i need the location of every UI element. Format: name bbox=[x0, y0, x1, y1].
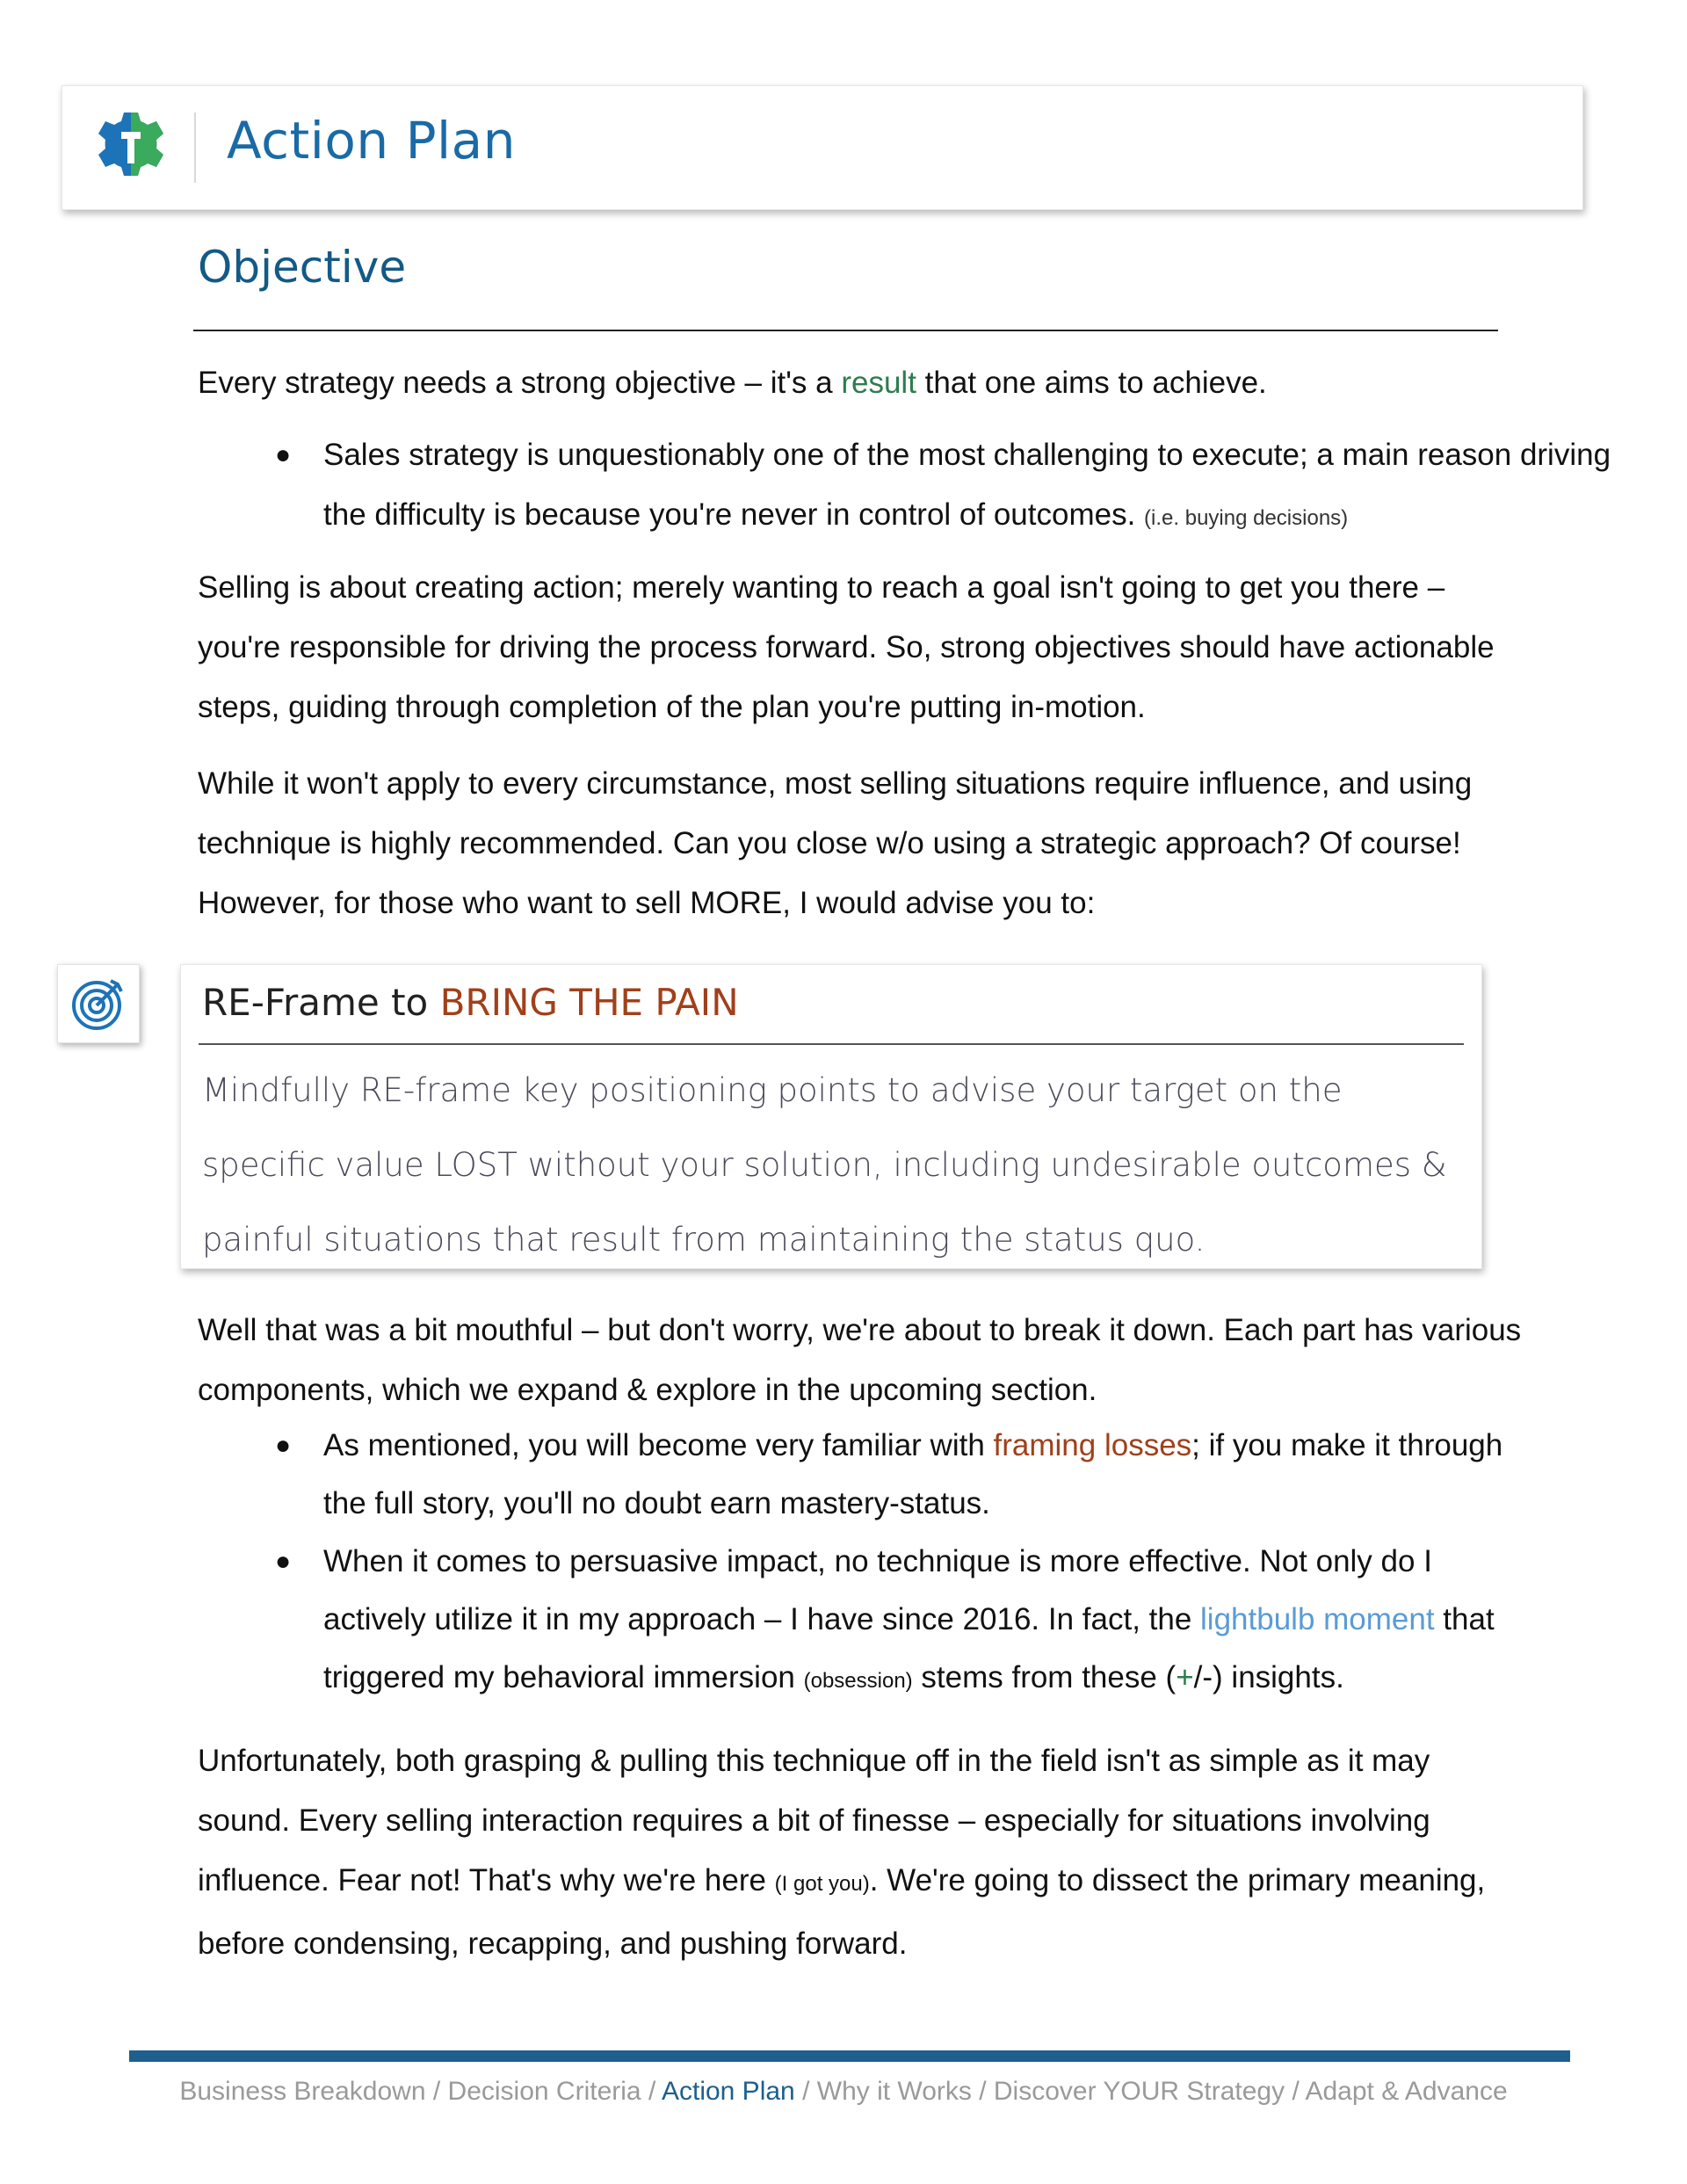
footer-link-action-plan[interactable]: Action Plan bbox=[661, 2077, 795, 2106]
footer-bar bbox=[129, 2050, 1570, 2062]
callout-title-prefix: RE-Frame to bbox=[202, 981, 440, 1024]
footer-separator: / bbox=[425, 2077, 448, 2106]
page-title: Action Plan bbox=[227, 111, 516, 171]
footer-breadcrumb bbox=[0, 2077, 1687, 2107]
callout-title-highlight: BRING THE PAIN bbox=[439, 981, 739, 1024]
bullet3-small-note: (obsession) bbox=[803, 1669, 913, 1693]
lightbulb-moment-link[interactable]: lightbulb moment bbox=[1200, 1602, 1435, 1636]
paragraph-5 bbox=[198, 1731, 1524, 1974]
footer-link-business-breakdown[interactable]: Business Breakdown bbox=[179, 2077, 426, 2106]
callout-box bbox=[180, 964, 1482, 1269]
footer-separator: / bbox=[794, 2077, 817, 2106]
callout-line-3: painful situations that result from maintaining the status quo. bbox=[202, 1221, 1206, 1259]
bullet-dot: ● bbox=[275, 1431, 292, 1460]
footer-separator: / bbox=[1285, 2077, 1306, 2106]
bullet3-text-1: When it comes to persuasive impact, no technique is more effective. Not only do I actively utilize it in my approach – I have since 2016. In fact, the bbox=[323, 1544, 1432, 1636]
footer-separator: / bbox=[641, 2077, 662, 2106]
para5-small-note: (I got you) bbox=[774, 1872, 870, 1896]
paragraph-4: Well that was a bit mouthful – but don't worry, we're about to break it down. Each part has various components, which we expand & explore in the upcoming section. bbox=[198, 1313, 1522, 1407]
footer-link-why-it-works[interactable]: Why it Works bbox=[816, 2077, 972, 2106]
callout-title bbox=[202, 981, 739, 1024]
bullet3-text-4: /-) insights. bbox=[1193, 1660, 1344, 1694]
callout-body bbox=[202, 1053, 1467, 1277]
callout-divider bbox=[199, 1043, 1464, 1045]
paragraph-2: Selling is about creating action; merely wanting to reach a goal isn't going to get you there – you're responsible for driving the process forward. So, strong objectives should have actionable steps, guiding through completion of the plan you're putting in-motion. bbox=[198, 570, 1495, 724]
section-heading: Objective bbox=[198, 242, 407, 293]
page-header bbox=[62, 85, 1583, 210]
bullet2-text-before: As mentioned, you will become very familiar with bbox=[323, 1428, 994, 1462]
gear-logo-icon bbox=[89, 105, 173, 190]
footer-link-discover-strategy[interactable]: Discover YOUR Strategy bbox=[993, 2077, 1285, 2106]
intro-text-after: that one aims to achieve. bbox=[916, 366, 1267, 400]
para5-text-1: Unfortunately, both grasping & pulling this technique off in the field isn't as simple as it may sound. Every selling interaction requires a bit of finesse – especially for situations involving influence. Fear not! That's why we're here bbox=[198, 1744, 1430, 1897]
footer-separator: / bbox=[971, 2077, 994, 2106]
bullet1-note: (i.e. buying decisions) bbox=[1144, 506, 1349, 530]
section-divider bbox=[193, 330, 1498, 331]
result-highlight: result bbox=[841, 366, 916, 400]
framing-losses-highlight: framing losses bbox=[993, 1428, 1192, 1462]
para5-text-2: . We're going to dissect the primary meaning, before condensing, recapping, and pushing forward. bbox=[198, 1863, 1486, 1961]
bullet3-text-3: stems from these ( bbox=[912, 1660, 1177, 1694]
target-icon bbox=[70, 976, 127, 1032]
bullet-list-1 bbox=[198, 425, 1647, 548]
intro-text-before: Every strategy needs a strong objective – it's a bbox=[198, 366, 842, 400]
footer-link-adapt-advance[interactable]: Adapt & Advance bbox=[1305, 2077, 1508, 2106]
callout-line-2: specific value LOST without your solution, including undesirable outcomes & bbox=[202, 1146, 1447, 1184]
list-item bbox=[198, 1533, 1524, 1710]
bullet2-text-after: ; if you make it through the full story, you'll no doubt earn mastery-status. bbox=[323, 1428, 1503, 1520]
target-icon-box bbox=[57, 964, 140, 1043]
bullet-list-2 bbox=[198, 1417, 1524, 1710]
bullet1-text: Sales strategy is unquestionably one of the most challenging to execute; a main reason driving the difficulty is because you're never in control of outcomes. bbox=[323, 438, 1611, 532]
bullet-dot: ● bbox=[275, 1547, 292, 1576]
paragraph-3: While it won't apply to every circumstance, most selling situations require influence, and using technique is highly recommended. Can you close w/o using a strategic approach? Of course! However, for those who want to sell MORE, I would advise you to: bbox=[198, 766, 1473, 920]
footer-link-decision-criteria[interactable]: Decision Criteria bbox=[447, 2077, 641, 2106]
callout-line-1: Mindfully RE-frame key positioning points to advise your target on the bbox=[202, 1071, 1343, 1109]
plus-symbol: + bbox=[1176, 1660, 1194, 1694]
bullet3-text-2: that triggered my behavioral immersion bbox=[323, 1602, 1495, 1694]
list-item bbox=[198, 425, 1647, 548]
bullet-dot: ● bbox=[275, 440, 292, 469]
intro-paragraph bbox=[198, 353, 1524, 413]
header-divider bbox=[194, 112, 196, 183]
list-item bbox=[198, 1417, 1524, 1533]
